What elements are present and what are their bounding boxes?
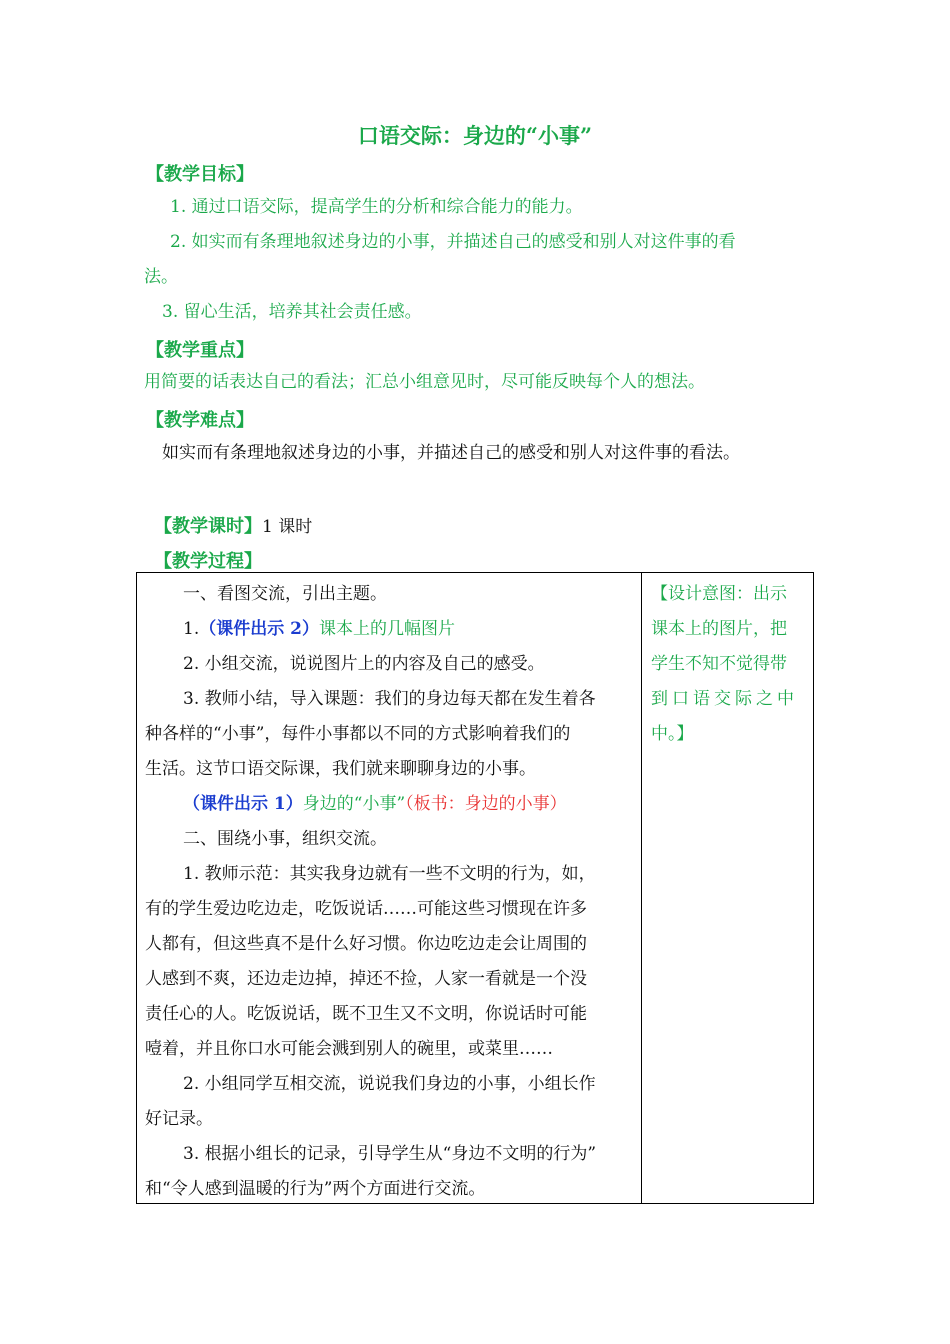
difficulties-heading: 【教学难点】 — [146, 410, 254, 431]
table-line: 和“令人感到温暖的行为”两个方面进行交流。 — [145, 1179, 486, 1199]
table-line: 3. 教师小结，导入课题：我们的身边每天都在发生着各 — [183, 689, 596, 709]
hours-value: 1 课时 — [262, 517, 313, 537]
table-line: 二、围绕小事，组织交流。 — [183, 829, 387, 849]
objectives-heading: 【教学目标】 — [146, 164, 254, 185]
table-line: 1. 教师示范：其实我身边就有一些不文明的行为，如， — [183, 864, 596, 884]
design-note-line: 【设计意图：出示 — [651, 584, 787, 604]
table-line: 有的学生爱边吃边走，吃饭说话……可能这些习惯现在许多 — [145, 899, 587, 919]
courseware-text: 课本上的几幅图片 — [318, 619, 455, 639]
table-line: 人感到不爽，还边走边掉，掉还不捡，人家一看就是一个没 — [145, 969, 587, 989]
process-heading: 【教学过程】 — [154, 551, 262, 572]
objective-item-3: 3. 留心生活，培养其社会责任感。 — [162, 302, 422, 322]
table-line: 3. 根据小组长的记录，引导学生从“身边不文明的行为” — [183, 1144, 597, 1164]
table-line: 责任心的人。吃饭说话，既不卫生又不文明，你说话时可能 — [145, 1004, 587, 1024]
difficulties-text: 如实而有条理地叙述身边的小事，并描述自己的感受和别人对这件事的看法。 — [162, 443, 740, 463]
table-line: 一、看图交流，引出主题。 — [183, 584, 387, 604]
design-note-line: 课本上的图片，把 — [651, 619, 787, 639]
design-note-line: 到口语交际之中 — [651, 689, 798, 709]
table-line: 2. 小组交流，说说图片上的内容及自己的感受。 — [183, 654, 545, 674]
key-points-heading: 【教学重点】 — [146, 340, 254, 361]
table-line: 2. 小组同学互相交流，说说我们身边的小事，小组长作 — [183, 1074, 596, 1094]
lesson-process-table — [136, 572, 814, 1204]
design-note-line: 学生不知不觉得带 — [651, 654, 787, 674]
hours-heading: 【教学课时】 — [154, 516, 262, 537]
table-line: 种各样的“小事”，每件小事都以不同的方式影响着我们的 — [145, 724, 571, 744]
table-line — [183, 793, 567, 815]
table-column-divider — [641, 573, 642, 1203]
key-points-text: 用简要的话表达自己的看法；汇总小组意见时，尽可能反映每个人的想法。 — [144, 372, 705, 392]
objective-item-2-line-1: 2. 如实而有条理地叙述身边的小事，并描述自己的感受和别人对这件事的看 — [170, 232, 736, 252]
hours-row — [154, 512, 312, 538]
design-note-line: 中。】 — [651, 724, 694, 744]
objective-item-1: 1. 通过口语交际，提高学生的分析和综合能力的能力。 — [170, 197, 583, 217]
table-line-number: 1. — [183, 619, 200, 639]
courseware-text: 身边的“小事” — [302, 794, 406, 814]
table-line: 生活。这节口语交际课，我们就来聊聊身边的小事。 — [145, 759, 536, 779]
table-line: 噎着，并且你口水可能会溅到别人的碗里，或菜里…… — [145, 1039, 553, 1059]
board-writing: （板书：身边的小事） — [405, 794, 567, 814]
table-line — [183, 618, 455, 640]
table-line: 好记录。 — [145, 1109, 213, 1129]
page-title: 口语交际：身边的“小事” — [357, 123, 593, 148]
objective-item-2-line-2: 法。 — [144, 267, 178, 287]
courseware-tag: （课件出示 1） — [183, 794, 303, 814]
courseware-tag: （课件出示 2） — [199, 619, 319, 639]
table-line: 人都有，但这些真不是什么好习惯。你边吃边走会让周围的 — [145, 934, 587, 954]
